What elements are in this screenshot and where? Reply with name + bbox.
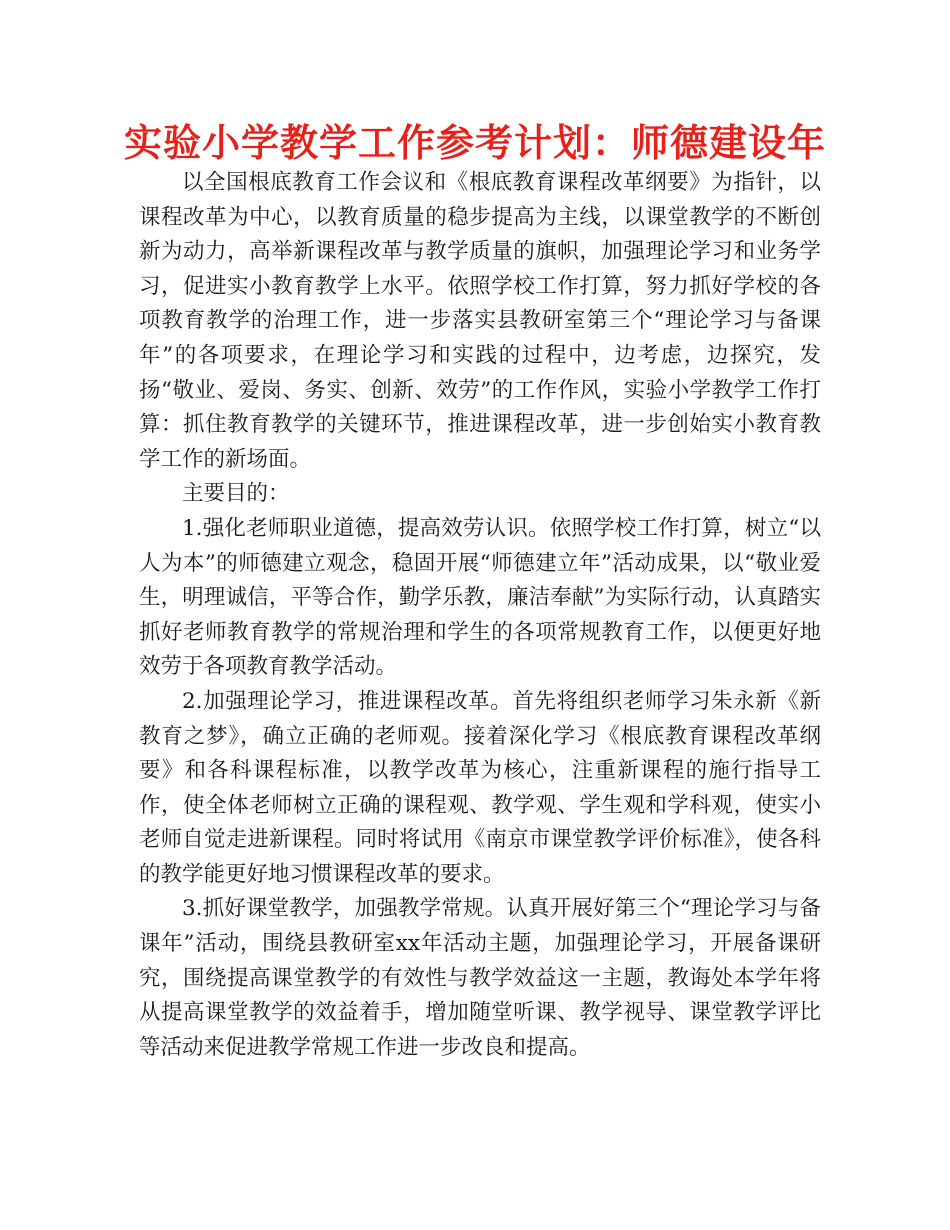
paragraph-goal-1: 1.强化老师职业道德，提高效劳认识。依照学校工作打算，树立“以人为本”的师德建立观念，稳固开展“师德建立年”活动成果，以“敬业爱生，明理诚信，平等合作，勤学乐教，廉洁奉献”为实际行动，认真踏实抓好老师教育教学的常规治理和学生的各项常规教育工作，以便更好地效劳于各项教育教学活动。 bbox=[139, 515, 821, 680]
paragraph-intro: 以全国根底教育工作会议和《根底教育课程改革纲要》为指针，以课程改革为中心，以教育质量的稳步提高为主线，以课堂教学的不断创新为动力，高举新课程改革与教学质量的旗帜，加强理论学习和业务学习，促进实小教育教学上水平。依照学校工作打算，努力抓好学校的各项教育教学的治理工作，进一步落实县教研室第三个“理论学习与备课年”的各项要求，在理论学习和实践的过程中，边考虑，边探究，发扬“敬业、爱岗、务实、创新、效劳”的工作作风，实验小学教学工作打算：抓住教育教学的关键环节，推进课程改革，进一步创始实小教育教学工作的新场面。 bbox=[139, 170, 821, 472]
document-title: 实验小学教学工作参考计划：师德建设年 bbox=[123, 121, 826, 165]
paragraph-goal-3: 3.抓好课堂教学，加强教学常规。认真开展好第三个“理论学习与备课年”活动，围绕县教研室xx年活动主题，加强理论学习，开展备课研究，围绕提高课堂教学的有效性与教学效益这一主题，教诲处本学年将从提高课堂教学的效益着手，增加随堂听课、教学视导、课堂教学评比等活动来促进教学常规工作进一步改良和提高。 bbox=[139, 896, 821, 1060]
paragraph-main-goals-heading: 主要目的： bbox=[182, 481, 290, 507]
paragraph-goal-2: 2.加强理论学习，推进课程改革。首先将组织老师学习朱永新《新教育之梦》，确立正确的老师观。接着深化学习《根底教育课程改革纲要》和各科课程标准，以教学改革为核心，注重新课程的施行指导工作，使全体老师树立正确的课程观、教学观、学生观和学科观，使实小老师自觉走进新课程。同时将试用《南京市课堂教学评价标准》，使各科的教学能更好地习惯课程改革的要求。 bbox=[139, 688, 821, 887]
document-body bbox=[139, 166, 821, 1065]
